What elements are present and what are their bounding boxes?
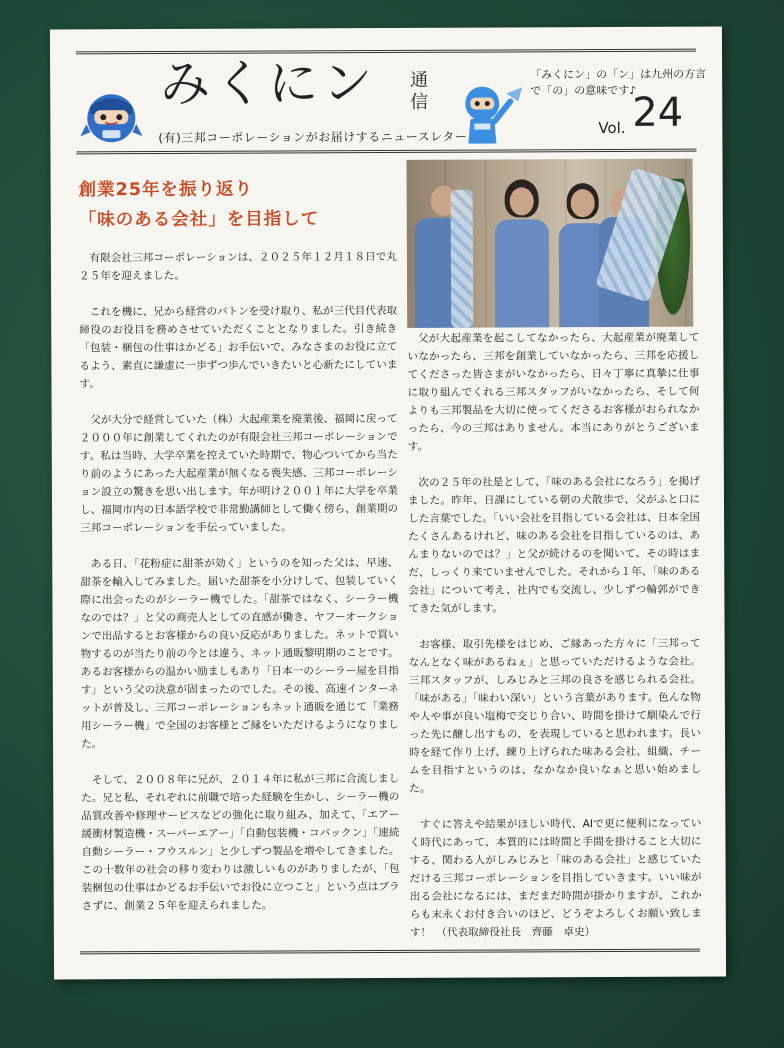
paragraph: お客様、取引先様をはじめ、ご縁あった方々に「三邦ってなんとなく味があるねぇ」と思っていただけるような会社。三邦スタッフが、しみじみと三邦の良さを感じられる会社。「味がある」「味わい深い」という言葉があります。色んな物や人や事が良い塩梅で交じり合い、時間を掛けて馴染んで行った先に醸し出すもの、を表現していると思われます。長い時を経て作り上げ、練り上げられた味ある会社、組織、チームを目指すというのは、なかなか良いなぁと思い始めました。	[408, 637, 702, 795]
paragraph: 有限会社三邦コーポレーションは、２０２５年１２月１８日で丸２５年を迎えました。	[78, 250, 397, 283]
masthead-rule	[76, 149, 696, 155]
article-headline	[79, 174, 399, 235]
newsletter-title-suffix: 通信	[410, 69, 429, 113]
air-cushion-roll	[451, 190, 474, 328]
paragraph: 次の２５年の社是として、「味のある会社になろう」を掲げました。昨年、日課にしている朝の犬散歩で、父がふと口にした言葉でした。「いい会社を目指している会社は、日本全国たくさんあるけれど、味のある会社を目指しているのは、あんまりないのでは？」と父が続けるのを聞いて、その時はまだ、しっくり来ていませんでした。それから１年、「味のある会社」について考え、社内でも交流し、少しずつ輪郭ができてきた気がします。	[407, 475, 701, 615]
newsletter-subtitle: (有)三邦コーポレーションがお届けするニュースレター	[158, 129, 468, 145]
left-column	[79, 248, 400, 933]
headline-line-1: 創業25年を振り返り	[78, 179, 254, 201]
paragraph: ある日、「花粉症に甜茶が効く」というのを知った父は、早速、甜茶を輸入してみました。届いた甜茶を小分けして、包装していく際に出会ったのがシーラー機でした。「甜茶ではなく、シーラー機なのでは？」と父の商売人としての直感が働き、ヤフーオークションで出品するとお客様からの良い反応がありました。ネットで買い物するのが当たり前の今とは違う、ネット通販黎明期のことです。あるお客様からの温かい励ましもあり「日本一のシーラー屋を目指す」という父の決意が固まったのでした。その後、高速インターネットが普及し、三邦コーポレーションもネット通販を通じて「業務用シーラー機」で全国のお客様とご縁をいただけるようになりました。	[80, 556, 399, 751]
ninja-mascot-icon	[80, 84, 142, 146]
volume-label: Vol.	[598, 118, 626, 138]
paragraph: 父が大分で経営していた（株）大起産業を廃業後、福岡に戻って２０００年に創業してくれたのが有限会社三邦コーポレーションです。私は当時、大学卒業を控えていた時期で、物心ついてから当たり前のようにあった大起産業が無くなる喪失感、三邦コーポレーション設立の驚きを思い出します。年が明け２００１年に大学を卒業し、福岡市内の日本語学校で非常勤講師として働く傍ら、創業期の三邦コーポレーションを手伝っていました。	[79, 412, 399, 535]
newsletter-page	[50, 27, 726, 980]
person-figure	[491, 177, 554, 327]
paragraph: 父が大起産業を起こしてなかったら、大起産業が廃業していなかったら、三邦を創業していなかったら、三邦を応援してくださった皆さまがいなかったら、日々丁寧に真摯に仕事に取り組んでくれる三邦スタッフがいなかったら、そして何よりも三邦製品を大切に使ってくださるお客様がおられなかったら、今の三邦はありません。本当にありがとうございます。	[407, 331, 700, 453]
paragraph: すぐに答えや結果がほしい時代、AIで更に便利になっていく時代にあって、本質的には時間と手間を掛けること大切にする、関わる人がしみじみと「味のある会社」と感じていただける三邦コーポレーションを目指していきます。いい味が出る会社になるには、まだまだ時間が掛かりますが、これからも末永くお付き合いのほど、どうぞよろしくお願い致します！ （代表取締役社長 齊藤 卓史）	[409, 817, 702, 939]
mascot-waving-icon	[452, 79, 524, 145]
side-note: 「みくにン」の「ン」は九州の方言で「の」の意味です♪	[530, 67, 707, 98]
top-rule	[76, 49, 696, 55]
right-column	[407, 329, 702, 960]
headline-line-2: 「味のある会社」を目指して	[78, 209, 320, 231]
newsletter-title: みくにン	[160, 54, 377, 113]
staff-photo	[407, 159, 694, 328]
paragraph: そして、２００８年に兄が、２０１４年に私が三邦に合流しました。兄と私、それぞれに前職で培った経験を生かし、シーラー機の品質改善や修理サービスなどの強化に取り組み、加えて、「エアー緩衝材製造機・スーパーエアー」「自動包装機・コバックン」「連続自動シーラー・フウスルン」と少しずつ製品を増やしてきました。この十数年の社会の移り変わりは激しいものがありましたが、「包装梱包の仕事はかどるお手伝いでお役に立つこと」という点はブラさずに、創業２５年を迎えられました。	[81, 772, 400, 913]
paragraph: これを機に、兄から経営のバトンを受け取り、私が三代目代表取締役のお役目を務めさせていただくこととなりました。引き続き「包装・梱包の仕事はかどる」お手伝いで、みなさまのお役に立てるよう、素直に謙虚に一歩ずつ歩んでいきたいと心新たにしています。	[79, 304, 398, 391]
volume-number: 24	[632, 89, 684, 136]
